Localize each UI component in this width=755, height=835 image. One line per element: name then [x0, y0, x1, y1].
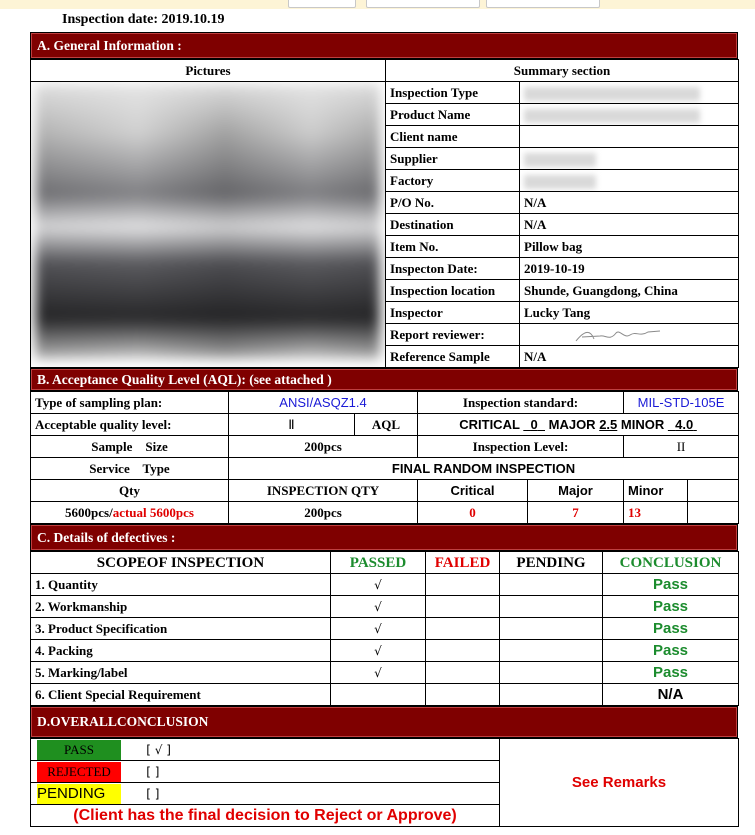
summary-value-factory [520, 170, 739, 192]
conclusion-value: Pass [603, 574, 739, 596]
redacted-value [524, 153, 596, 167]
passed-mark [331, 684, 426, 706]
failed-mark [426, 596, 500, 618]
product-photo [31, 82, 386, 368]
aql-level: Ⅱ [229, 414, 355, 436]
pictures-header: Pictures [31, 60, 386, 82]
major-header: Major [528, 480, 624, 502]
summary-value-inspection-type [520, 82, 739, 104]
summary-label: Inspector [386, 302, 520, 324]
banner-button-1[interactable] [288, 0, 356, 8]
qty-header: Qty [31, 480, 229, 502]
summary-value: N/A [520, 192, 739, 214]
pass-mark: [ √ ] [146, 742, 171, 757]
scope-item: 2. Workmanship [31, 596, 331, 618]
signature-image [574, 327, 664, 345]
summary-label: Inspection Type [386, 82, 520, 104]
section-b-header: B. Acceptance Quality Level (AQL): (see attached ) [30, 368, 738, 391]
rejected-option [31, 761, 500, 783]
passed-mark: √ [331, 574, 426, 596]
scope-header: SCOPEOF INSPECTION [31, 552, 331, 574]
aql-table [30, 391, 739, 524]
banner-button-3[interactable] [486, 0, 600, 8]
table-row [31, 662, 739, 684]
sampling-plan-label: Type of sampling plan: [31, 392, 229, 414]
scope-item: 4. Packing [31, 640, 331, 662]
defectives-table [30, 551, 739, 706]
inspection-qty-header: INSPECTION QTY [229, 480, 418, 502]
empty-cell [688, 480, 739, 502]
summary-label: P/O No. [386, 192, 520, 214]
summary-value-product-name [520, 104, 739, 126]
passed-mark: √ [331, 618, 426, 640]
banner-button-2[interactable] [366, 0, 480, 8]
failed-mark [426, 574, 500, 596]
pending-mark [500, 640, 603, 662]
summary-value: N/A [520, 346, 739, 368]
failed-header: FAILED [426, 552, 500, 574]
section-c-header: C. Details of defectives : [30, 524, 738, 551]
critical-label: CRITICAL [459, 416, 520, 432]
table-row [31, 640, 739, 662]
major-count: 7 [528, 502, 624, 524]
pending-mark [500, 574, 603, 596]
scope-item: 6. Client Special Requirement [31, 684, 331, 706]
failed-mark [426, 684, 500, 706]
pending-option [31, 783, 500, 805]
critical-header: Critical [418, 480, 528, 502]
qty-prefix: 5600pcs/ [65, 504, 113, 520]
rejected-mark: [ ] [146, 764, 160, 779]
decision-note: (Client has the final decision to Reject or Approve) [31, 805, 500, 827]
empty-cell [688, 502, 739, 524]
inspection-report [30, 32, 738, 827]
minor-header: Minor [624, 480, 688, 502]
conclusion-value: N/A [603, 684, 739, 706]
inspection-standard-value: MIL-STD-105E [624, 392, 739, 414]
conclusion-header: CONCLUSION [603, 552, 739, 574]
rejected-tag: REJECTED [37, 762, 121, 782]
summary-value: N/A [520, 214, 739, 236]
aql-word: AQL [355, 414, 418, 436]
pass-option [31, 739, 500, 761]
summary-label: Report reviewer: [386, 324, 520, 346]
table-row [31, 618, 739, 640]
summary-label: Destination [386, 214, 520, 236]
pending-mark [500, 684, 603, 706]
major-label: MAJOR [548, 416, 596, 432]
passed-mark: √ [331, 640, 426, 662]
remarks-cell: See Remarks [500, 739, 739, 827]
top-banner [0, 0, 755, 9]
section-d-header: D.OVERALLCONCLUSION [30, 706, 738, 738]
summary-value [520, 126, 739, 148]
product-photo-image [35, 84, 380, 359]
pending-mark [500, 662, 603, 684]
inspection-qty-value: 200pcs [229, 502, 418, 524]
sample-size-label: Sample Size [31, 436, 229, 458]
passed-mark: √ [331, 596, 426, 618]
conclusion-value: Pass [603, 640, 739, 662]
service-type-value: FINAL RANDOM INSPECTION [229, 458, 739, 480]
summary-value: 2019-10-19 [520, 258, 739, 280]
critical-count: 0 [418, 502, 528, 524]
conclusion-value: Pass [603, 618, 739, 640]
redacted-value [524, 175, 596, 189]
summary-label: Factory [386, 170, 520, 192]
section-a-header: A. General Information : [30, 32, 738, 59]
overall-conclusion-table [30, 738, 739, 827]
pending-tag: PENDING [37, 784, 121, 804]
summary-label: Inspection location [386, 280, 520, 302]
minor-aql-value: 4.0 [675, 416, 694, 432]
pending-mark [500, 596, 603, 618]
pending-header: PENDING [500, 552, 603, 574]
summary-label: Reference Sample [386, 346, 520, 368]
service-type-label: Service Type [31, 458, 229, 480]
qty-value [31, 502, 229, 524]
table-row [31, 574, 739, 596]
passed-header: PASSED [331, 552, 426, 574]
reviewer-signature [520, 324, 739, 346]
summary-label: Client name [386, 126, 520, 148]
inspection-date: Inspection date: 2019.10.19 [62, 12, 225, 27]
qty-actual: actual 5600pcs [112, 504, 194, 520]
pending-mark: [ ] [146, 786, 160, 801]
summary-value: Pillow bag [520, 236, 739, 258]
general-info-table [30, 59, 739, 368]
scope-item: 1. Quantity [31, 574, 331, 596]
failed-mark [426, 662, 500, 684]
inspection-standard-label: Inspection standard: [418, 392, 624, 414]
table-row [31, 684, 739, 706]
passed-mark: √ [331, 662, 426, 684]
redacted-value [524, 109, 700, 123]
pending-mark [500, 618, 603, 640]
redacted-value [524, 87, 700, 101]
aql-label: Acceptable quality level: [31, 414, 229, 436]
failed-mark [426, 640, 500, 662]
summary-header: Summary section [386, 60, 739, 82]
pass-tag: PASS [37, 740, 121, 760]
summary-label: Inspecton Date: [386, 258, 520, 280]
critical-aql-value: 0 [530, 416, 538, 432]
minor-label: MINOR [620, 416, 665, 432]
major-aql-value: 2.5 [599, 416, 618, 432]
table-row [31, 596, 739, 618]
scope-item: 3. Product Specification [31, 618, 331, 640]
scope-item: 5. Marking/label [31, 662, 331, 684]
summary-value: Shunde, Guangdong, China [520, 280, 739, 302]
failed-mark [426, 618, 500, 640]
inspection-level-label: Inspection Level: [418, 436, 624, 458]
summary-label: Item No. [386, 236, 520, 258]
summary-value-supplier [520, 148, 739, 170]
conclusion-value: Pass [603, 662, 739, 684]
summary-label: Product Name [386, 104, 520, 126]
conclusion-value: Pass [603, 596, 739, 618]
aql-values [418, 414, 739, 436]
inspection-level-value: II [624, 436, 739, 458]
summary-label: Supplier [386, 148, 520, 170]
minor-count: 13 [624, 502, 688, 524]
summary-value: Lucky Tang [520, 302, 739, 324]
sample-size-value: 200pcs [229, 436, 418, 458]
sampling-plan-value: ANSI/ASQZ1.4 [229, 392, 418, 414]
